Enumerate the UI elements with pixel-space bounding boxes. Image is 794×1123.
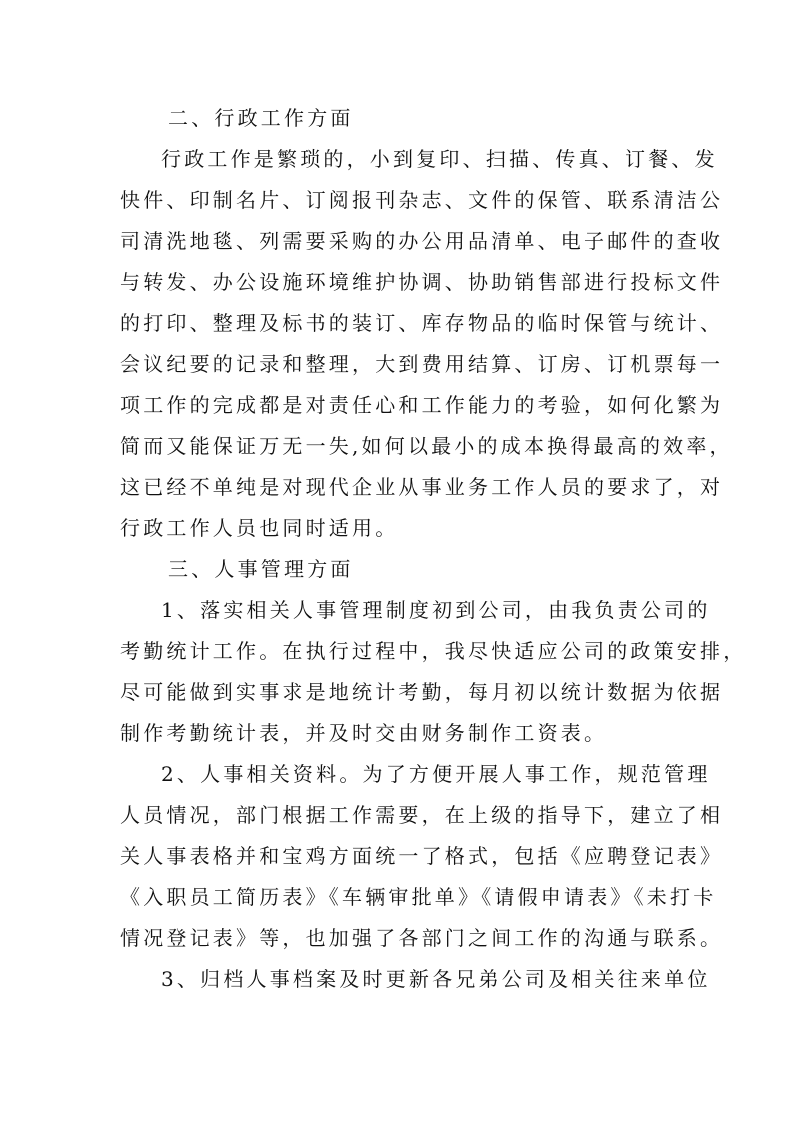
paragraph-line: 的打印、整理及标书的装订、库存物品的临时保管与统计、: [120, 311, 724, 335]
paragraph-line: 情况登记表》等，也加强了各部门之间工作的沟通与联系。: [120, 926, 724, 950]
paragraph-line: 《入职员工简历表》《车辆审批单》《请假申请表》《未打卡: [120, 885, 717, 909]
paragraph-line: 行政工作是繁琐的，小到复印、扫描、传真、订餐、发: [161, 147, 718, 171]
paragraph-line: 关人事表格并和宝鸡方面统一了格式，包括《应聘登记表》: [120, 844, 724, 868]
section-heading-administration: 二、行政工作方面: [168, 106, 354, 130]
paragraph-line: 与转发、办公设施环境维护协调、协助销售部进行投标文件: [120, 270, 724, 294]
section-heading-personnel: 三、人事管理方面: [168, 557, 354, 581]
paragraph-line: 2、人事相关资料。为了方便开展人事工作，规范管理: [161, 762, 711, 786]
paragraph-line: 尽可能做到实事求是地统计考勤，每月初以统计数据为依据: [120, 680, 724, 704]
paragraph-line: 司清洗地毯、列需要采购的办公用品清单、电子邮件的查收: [120, 229, 724, 253]
paragraph-line: 会议纪要的记录和整理，大到费用结算、订房、订机票每一: [120, 352, 724, 376]
paragraph-line: 这已经不单纯是对现代企业从事业务工作人员的要求了，对: [120, 475, 724, 499]
paragraph-line: 行政工作人员也同时适用。: [120, 516, 399, 540]
paragraph-line: 1、落实相关人事管理制度初到公司，由我负责公司的: [161, 598, 711, 622]
paragraph-line: 考勤统计工作。在执行过程中，我尽快适应公司的政策安排，: [120, 639, 747, 663]
paragraph-line: 项工作的完成都是对责任心和工作能力的考验，如何化繁为: [120, 393, 724, 417]
paragraph-line: 人员情况，部门根据工作需要，在上级的指导下，建立了相: [120, 803, 724, 827]
paragraph-line: 3、归档人事档案及时更新各兄弟公司及相关往来单位: [161, 967, 711, 991]
paragraph-line: 快件、印制名片、订阅报刊杂志、文件的保管、联系清洁公: [120, 188, 724, 212]
paragraph-line: 简而又能保证万无一失,如何以最小的成本换得最高的效率，: [120, 434, 733, 458]
paragraph-line: 制作考勤统计表，并及时交由财务制作工资表。: [120, 721, 608, 745]
